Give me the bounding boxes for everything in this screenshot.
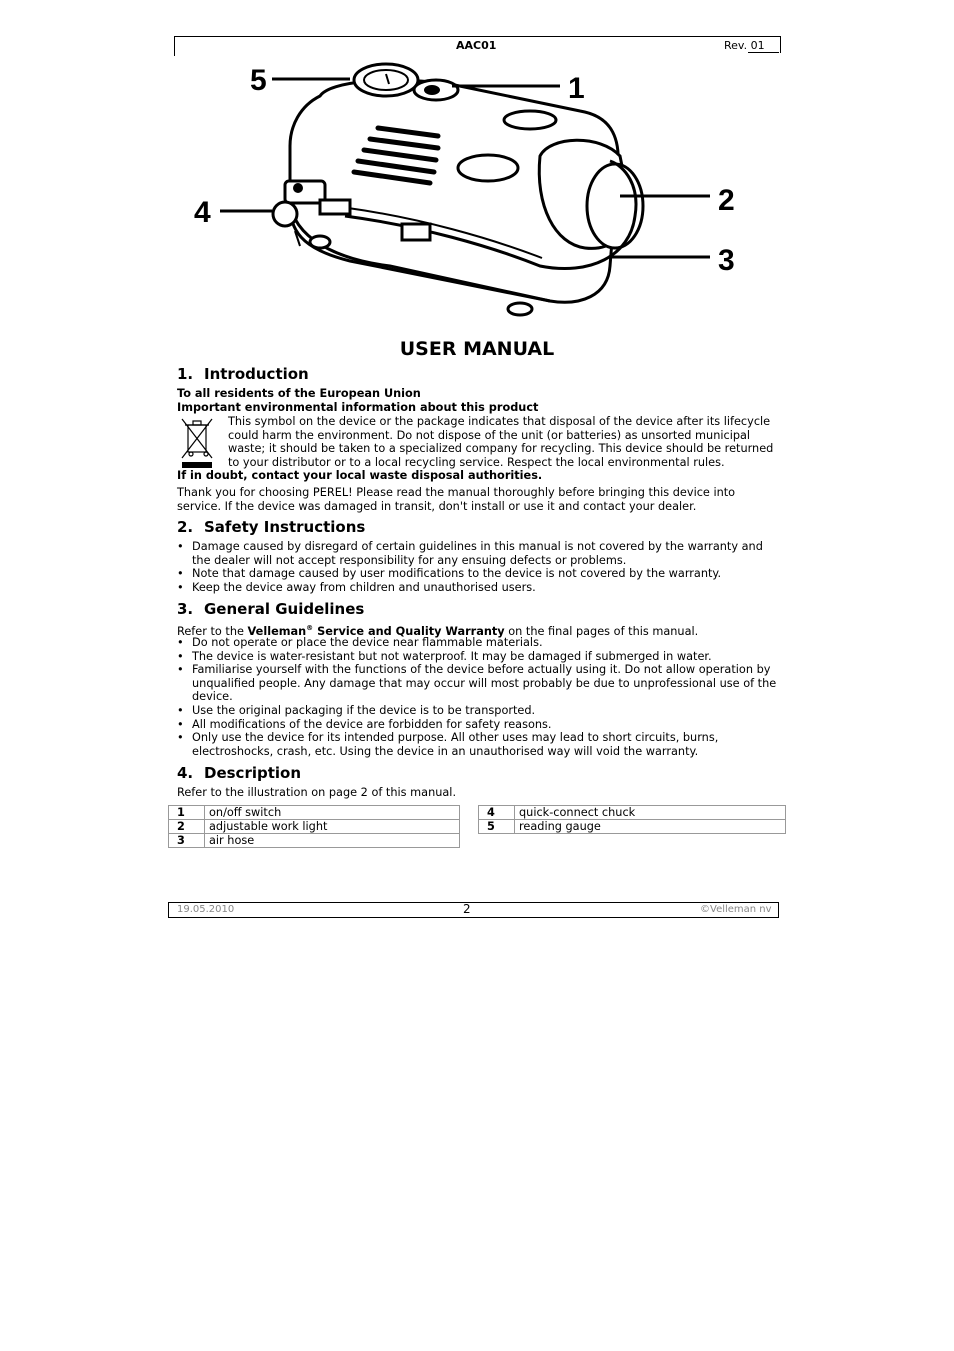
callout-4: 4 (194, 196, 211, 229)
part-number: 3 (169, 834, 205, 848)
section-heading-introduction (177, 365, 309, 383)
section-number: 4. (177, 764, 194, 782)
waste-authorities-line: If in doubt, contact your local waste disposal authorities. (177, 469, 543, 482)
table-row (169, 820, 460, 834)
environment-info-line: Important environmental information about this product (177, 401, 539, 414)
compressor-illustration (190, 56, 750, 324)
part-label: quick-connect chuck (515, 806, 786, 820)
list-item: • All modifications of the device are forbidden for safety reasons. (177, 718, 782, 732)
model-number: AAC01 (456, 39, 497, 52)
revision-underline (748, 52, 779, 53)
warranty-name: Service and Quality Warranty (313, 624, 505, 638)
list-item: • The device is water-resistant but not waterproof. It may be damaged if submerged in water. (177, 650, 782, 664)
page-title: USER MANUAL (399, 338, 555, 360)
eu-residents-line: To all residents of the European Union (177, 387, 421, 400)
part-label: reading gauge (515, 820, 786, 834)
part-number: 2 (169, 820, 205, 834)
table-row (479, 820, 786, 834)
list-item: • Do not operate or place the device near flammable materials. (177, 636, 782, 650)
section-number: 3. (177, 600, 194, 618)
section-title: Introduction (204, 365, 309, 383)
part-number: 4 (479, 806, 515, 820)
list-item: • Keep the device away from children and unauthorised users. (177, 581, 782, 595)
section-title: Safety Instructions (204, 518, 366, 536)
description-intro: Refer to the illustration on page 2 of this manual. (177, 786, 457, 799)
callout-5: 5 (250, 64, 267, 97)
safety-list (177, 540, 782, 594)
warranty-post: on the final pages of this manual. (504, 624, 699, 638)
callout-1: 1 (568, 72, 585, 105)
section-title: Description (204, 764, 302, 782)
footer-date: 19.05.2010 (177, 904, 235, 915)
parts-table-right (478, 805, 786, 834)
thank-you-paragraph: Thank you for choosing PEREL! Please read the manual thoroughly before bringing this device into service. If the device was damaged in transit, don't install or use it and contact your dealer. (177, 486, 736, 513)
revision-label: Rev. 01 (724, 39, 765, 52)
section-title: General Guidelines (204, 600, 365, 618)
section-number: 2. (177, 518, 194, 536)
warranty-pre: Refer to the (177, 624, 248, 638)
brand-name: Velleman (247, 624, 307, 638)
guidelines-list (177, 636, 782, 758)
list-item: • Familiarise yourself with the functions of the device before actually using it. Do not allow operation by unqualified people. Any damage that may occur will most probably be due to unprofessional use of the device. (177, 663, 782, 704)
list-item: • Damage caused by disregard of certain guidelines in this manual is not covered by the warranty and the dealer will not accept responsibility for any ensuing defects or problems. (177, 540, 782, 567)
page-number: 2 (463, 902, 471, 916)
part-number: 5 (479, 820, 515, 834)
part-label: on/off switch (205, 806, 460, 820)
registered-mark: ® (306, 624, 314, 632)
list-item: • Only use the device for its intended purpose. All other uses may lead to short circuits, burns, electroshocks, crash, etc. Using the device in an unauthorised way will void the warranty. (177, 731, 782, 758)
table-row (169, 806, 460, 820)
parts-table-left (168, 805, 460, 848)
footer-frame (168, 902, 779, 918)
list-item: • Note that damage caused by user modifications to the device is not covered by the warranty. (177, 567, 782, 581)
table-row (479, 806, 786, 820)
list-item: • Use the original packaging if the device is to be transported. (177, 704, 782, 718)
section-number: 1. (177, 365, 194, 383)
section-heading-safety (177, 518, 365, 536)
part-number: 1 (169, 806, 205, 820)
table-row (169, 834, 460, 848)
callout-3: 3 (718, 244, 735, 277)
part-label: adjustable work light (205, 820, 460, 834)
weee-bin-icon (179, 416, 215, 472)
part-label: air hose (205, 834, 460, 848)
header-tick (174, 52, 175, 56)
weee-paragraph: This symbol on the device or the package indicates that disposal of the device after its lifecycle could harm the environment. Do not dispose of the unit (or batteries) as unsorted municipal waste; it should be taken to a specialized company for recycling. This device should be returned to your distributor or to a local recycling service. Respect the local environmental rules. (228, 415, 774, 469)
footer-copyright: ©Velleman nv (700, 904, 772, 915)
section-heading-guidelines (177, 600, 364, 618)
callout-2: 2 (718, 184, 735, 217)
section-heading-description (177, 764, 301, 782)
